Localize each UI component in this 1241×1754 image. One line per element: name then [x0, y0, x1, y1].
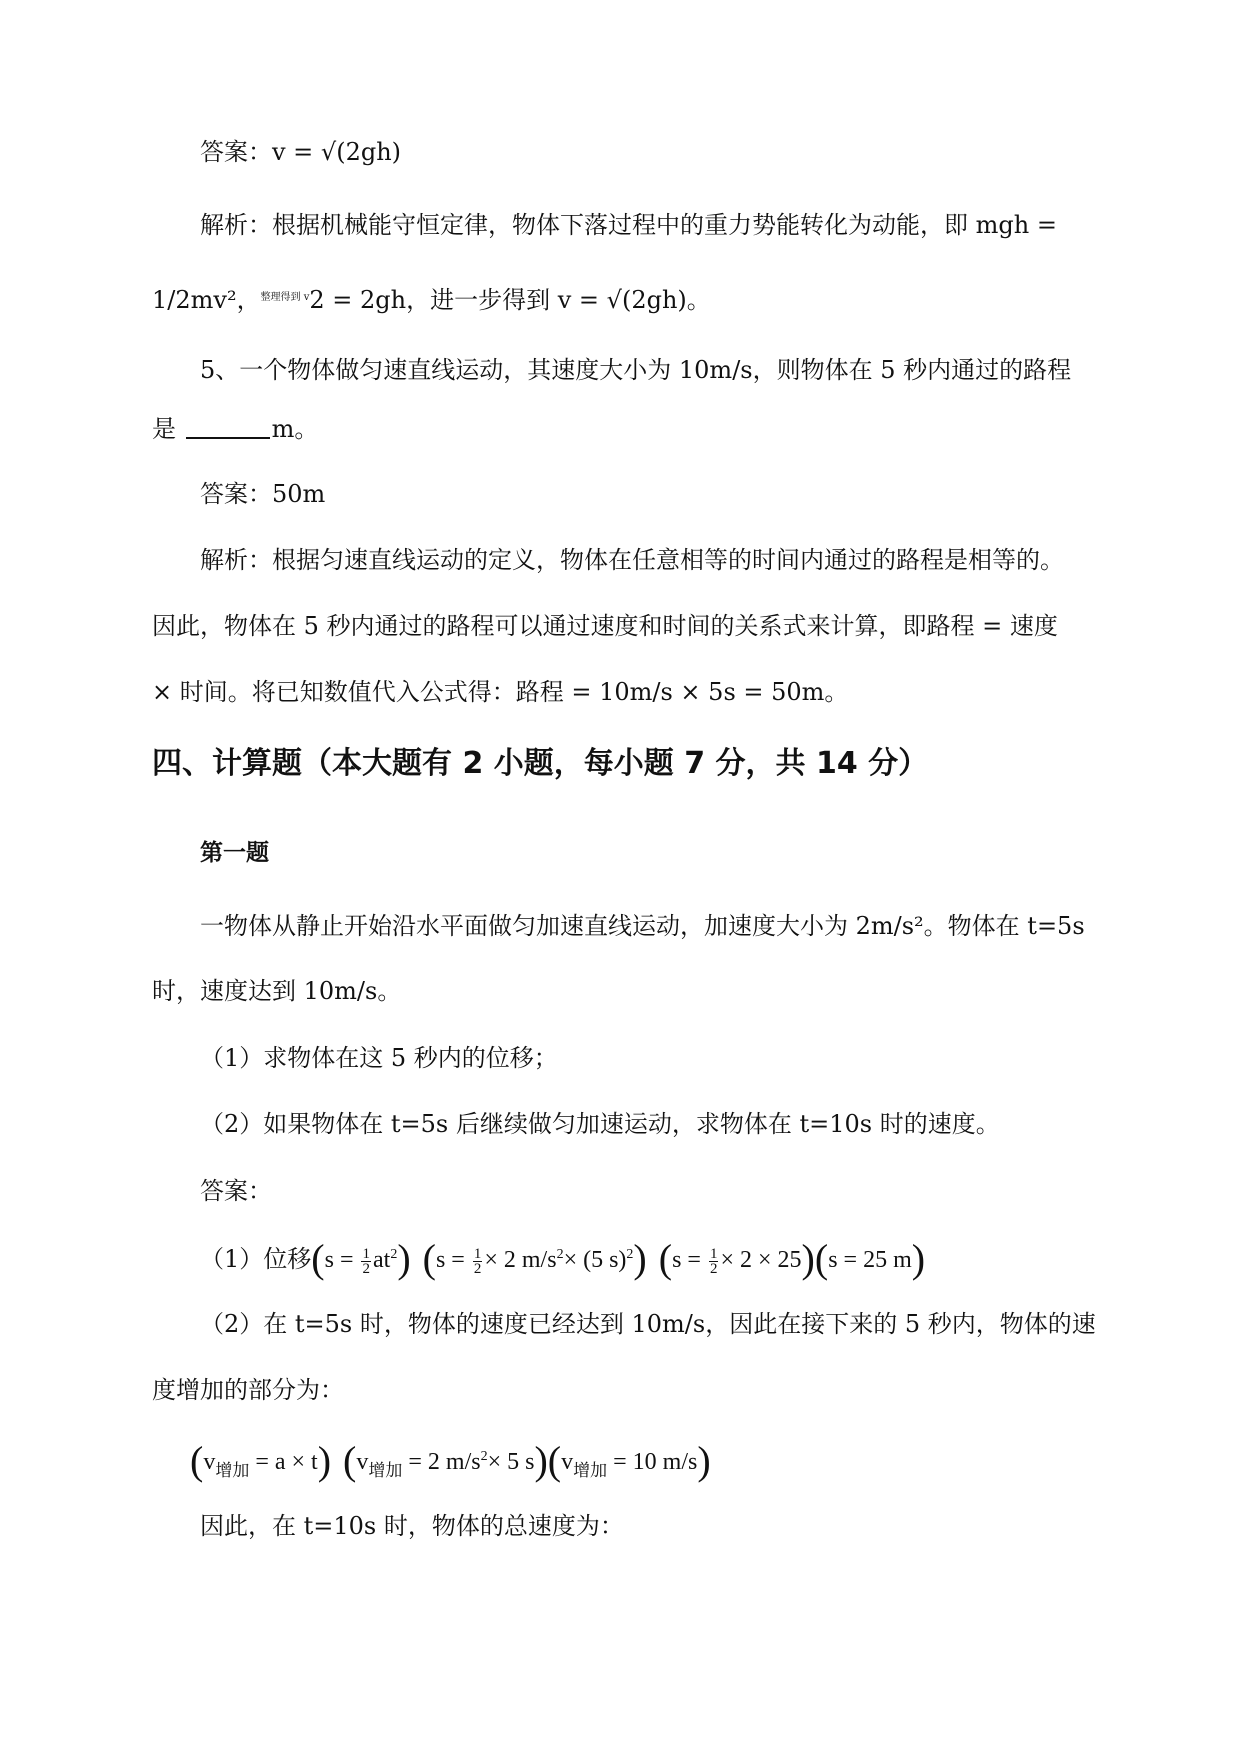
paren-open: (	[547, 1438, 562, 1483]
paren-open: (	[311, 1236, 325, 1281]
q4-analysis-line2-b: 2 = 2gh，进一步得到 v = √(2gh)。	[309, 286, 711, 314]
exponent: 2	[480, 1449, 488, 1464]
eq-text: × 5 s	[487, 1449, 535, 1475]
paren-close: )	[697, 1438, 711, 1483]
eq-text: = a × t	[249, 1449, 318, 1475]
paren-close: )	[317, 1438, 332, 1483]
q5-analysis-line3: × 时间。将已知数值代入公式得：路程 = 10m/s × 5s = 50m。	[152, 678, 849, 706]
half-fraction	[709, 1247, 719, 1276]
frac-den: 2	[473, 1260, 482, 1277]
section-heading: 四、计算题（本大题有 2 小题，每小题 7 分，共 14 分）	[152, 746, 929, 781]
q1-part2: （2）如果物体在 t=5s 后继续做匀加速运动，求物体在 t=10s 时的速度。	[200, 1110, 1000, 1138]
frac-num: 1	[473, 1245, 482, 1262]
final-line: 因此，在 t=10s 时，物体的总速度为：	[200, 1512, 624, 1540]
eq-var: v	[203, 1449, 216, 1475]
q5-analysis-line2: 因此，物体在 5 秒内通过的路程可以通过速度和时间的关系式来计算，即路程 = 速度	[152, 612, 1058, 640]
eq-text: s =	[672, 1247, 707, 1273]
q4-analysis-inline-note: 整理得到 v	[260, 292, 310, 303]
q1-line1: 一物体从静止开始沿水平面做匀加速直线运动，加速度大小为 2m/s²。物体在 t=5s	[200, 912, 1085, 940]
exponent: 2	[390, 1247, 398, 1262]
velocity-increase-formula	[190, 1437, 711, 1491]
paren-close: )	[801, 1236, 815, 1281]
eq-subscript: 增加	[573, 1461, 608, 1481]
paren-close: )	[633, 1236, 647, 1281]
eq-text: s = 25 m	[828, 1247, 912, 1273]
answer2-line1: （2）在 t=5s 时，物体的速度已经达到 10m/s，因此在接下来的 5 秒内，物体的速	[200, 1310, 1096, 1338]
paren-close: )	[397, 1236, 411, 1281]
paren-close: )	[911, 1236, 926, 1281]
exponent: 2	[626, 1247, 634, 1262]
q5-question-line1: 5、一个物体做匀速直线运动，其速度大小为 10m/s，则物体在 5 秒内通过的路程	[200, 356, 1072, 384]
frac-den: 2	[362, 1260, 370, 1277]
half-fraction	[473, 1247, 483, 1276]
eq-text: = 10 m/s	[607, 1449, 698, 1475]
q5-question-line2	[152, 413, 318, 445]
answer1-prefix: （1）位移	[200, 1245, 312, 1273]
eq-text: at	[372, 1247, 391, 1273]
q5-answer-blank	[186, 415, 270, 439]
q5-question-line2-b: m。	[271, 415, 319, 443]
q1-part1: （1）求物体在这 5 秒内的位移；	[200, 1044, 558, 1072]
eq-var: v	[561, 1449, 574, 1475]
paren-open: (	[190, 1438, 204, 1483]
q4-answer: 答案：v = √(2gh)	[200, 138, 402, 166]
paren-open: (	[343, 1438, 357, 1483]
frac-num: 1	[362, 1245, 370, 1262]
q4-analysis-line2	[152, 282, 711, 316]
frac-num: 1	[709, 1245, 718, 1262]
frac-den: 2	[709, 1260, 718, 1277]
q5-answer: 答案：50m	[200, 480, 326, 508]
eq-text: × (5 s)	[563, 1247, 627, 1273]
eq-text: s =	[324, 1247, 360, 1273]
eq-var: v	[356, 1449, 369, 1475]
eq-text: s =	[435, 1247, 471, 1273]
eq-text: × 2 m/s	[484, 1247, 557, 1273]
paren-open: (	[658, 1236, 673, 1281]
eq-text: × 2 × 25	[720, 1247, 802, 1273]
eq-subscript: 增加	[368, 1461, 403, 1481]
answer2-line2: 度增加的部分为：	[152, 1376, 344, 1404]
q4-analysis-line2-a: 1/2mv²，	[152, 286, 261, 314]
q5-question-line2-a: 是	[152, 415, 176, 443]
question-title: 第一题	[200, 840, 269, 866]
paren-open: (	[422, 1236, 436, 1281]
exponent: 2	[556, 1247, 564, 1262]
paren-close: )	[534, 1438, 548, 1483]
q5-analysis-line1: 解析：根据匀速直线运动的定义，物体在任意相等的时间内通过的路程是相等的。	[200, 546, 1064, 574]
eq-text: = 2 m/s	[402, 1449, 481, 1475]
answer1-formula	[200, 1235, 925, 1280]
q4-analysis-line1: 解析：根据机械能守恒定律，物体下落过程中的重力势能转化为动能，即 mgh =	[200, 211, 1057, 239]
paren-open: (	[814, 1236, 829, 1281]
eq-subscript: 增加	[215, 1461, 250, 1481]
answer-label: 答案：	[200, 1177, 272, 1205]
half-fraction	[361, 1247, 371, 1276]
q1-line2: 时，速度达到 10m/s。	[152, 977, 402, 1005]
